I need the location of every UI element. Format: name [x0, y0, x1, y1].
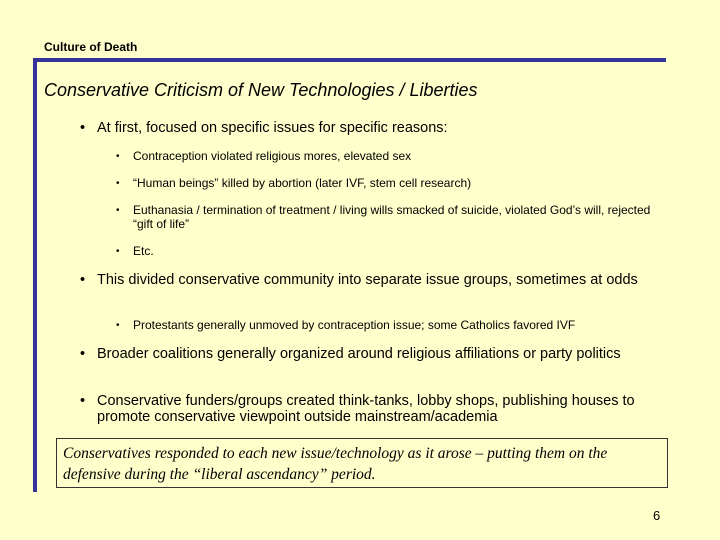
bullet-item	[80, 393, 660, 425]
slide-title: Conservative Criticism of New Technologies / Liberties	[44, 80, 478, 100]
sub-bullet-item	[116, 177, 661, 191]
bullet-icon: •	[116, 246, 120, 257]
bullet-icon: •	[116, 205, 120, 216]
bullet-icon: •	[116, 178, 120, 189]
bullet-icon: •	[116, 151, 120, 162]
section-header: Culture of Death	[44, 40, 138, 54]
bullet-item	[80, 272, 660, 288]
bullet-icon: •	[116, 320, 120, 331]
bullet-icon: •	[80, 346, 86, 362]
bullet-item	[80, 346, 660, 362]
sub-bullet-item	[116, 245, 661, 259]
sub-bullet-text: “Human beings” killed by abortion (later IVF, stem cell research)	[133, 176, 472, 190]
bullet-icon: •	[80, 120, 86, 136]
bullet-item	[80, 120, 660, 136]
page-number: 6	[653, 508, 661, 523]
callout-box: Conservatives responded to each new issue/technology as it arose – putting them on the defensive during the “liberal ascendancy” period.	[56, 438, 668, 488]
bullet-text: Broader coalitions generally organized around religious affiliations or party politics	[97, 346, 621, 362]
sub-bullet-text: Euthanasia / termination of treatment / living wills smacked of suicide, violated God’s will, rejected “gift of life”	[133, 203, 651, 231]
bullet-text: Conservative funders/groups created think-tanks, lobby shops, publishing houses to promote conservative viewpoint outside mainstream/academia	[97, 393, 635, 425]
sub-bullet-text: Contraception violated religious mores, elevated sex	[133, 149, 412, 163]
sub-bullet-item	[116, 150, 661, 164]
bullet-icon: •	[80, 393, 86, 409]
bullet-icon: •	[80, 272, 86, 288]
sub-bullet-text: Etc.	[133, 244, 154, 258]
sub-bullet-item	[116, 204, 661, 231]
sub-bullet-text: Protestants generally unmoved by contraception issue; some Catholics favored IVF	[133, 318, 576, 332]
sub-bullet-item	[116, 319, 661, 333]
bullet-text: This divided conservative community into separate issue groups, sometimes at odds	[97, 272, 638, 288]
bullet-text: At first, focused on specific issues for specific reasons:	[97, 120, 448, 136]
